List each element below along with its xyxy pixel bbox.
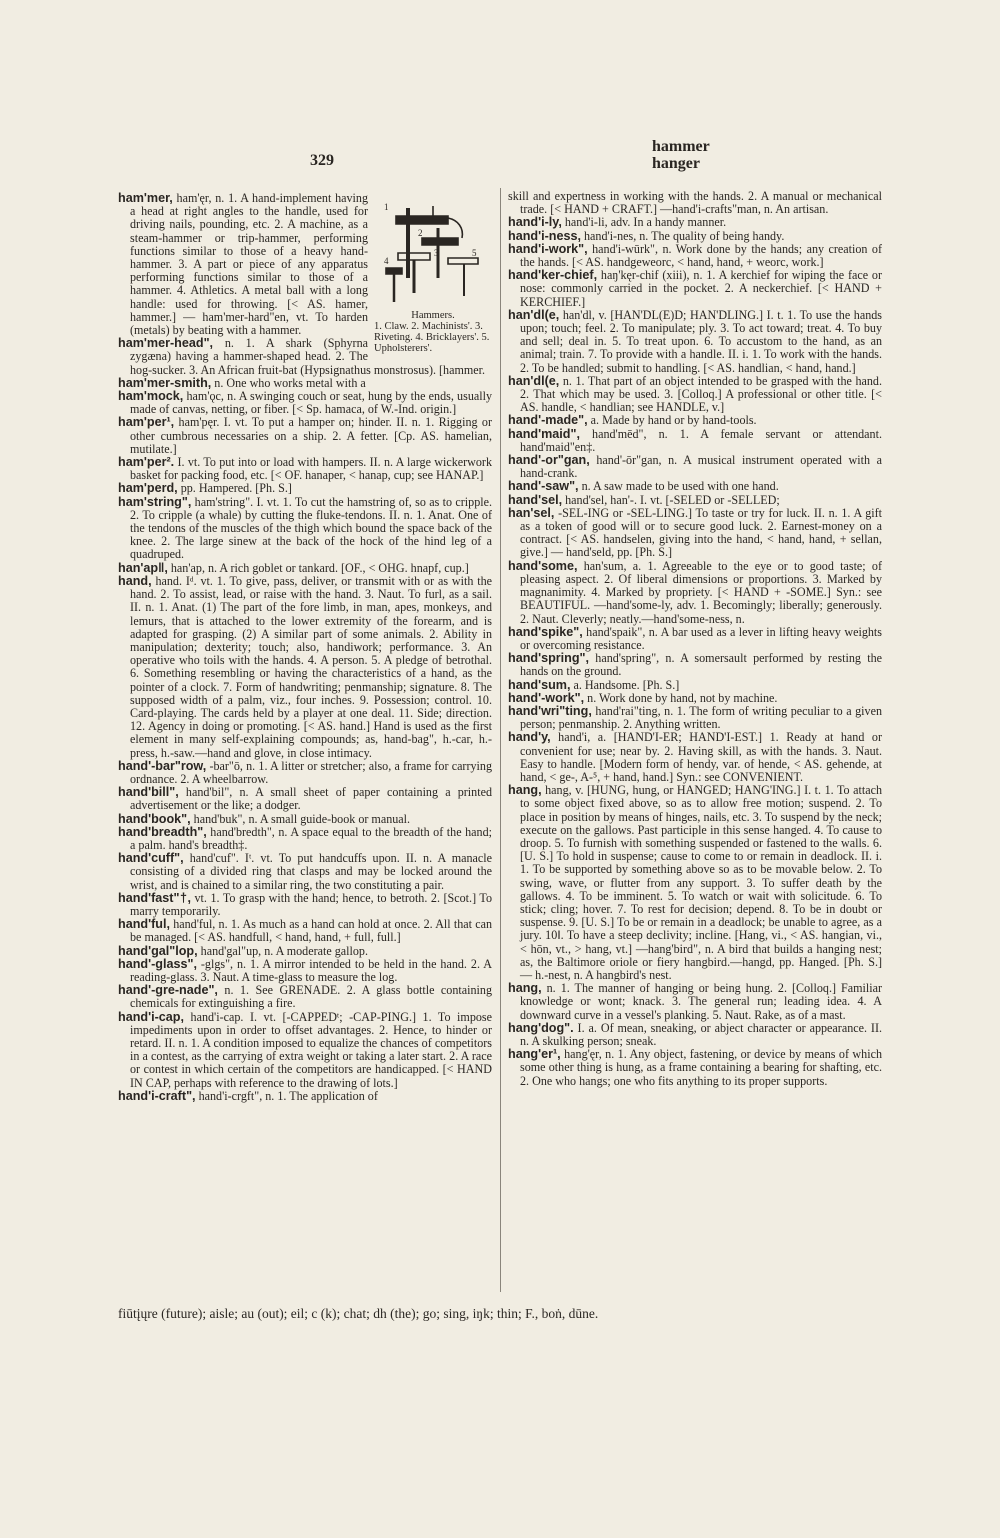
entry-definition: ham'string". I. vt. 1. To cut the hamstring of, so as to cripple. 2. To cripple (a whale) by cutting the fluke-tendons. II. n. 1. Anat. One of the tendons of the muscles of the thigh which bound the space back of the knee. 2. The large sinew at the back of the hock of the hind leg of a quadruped. — [130, 494, 492, 562]
entry-definition: skill and expertness in working with the hands. 2. A manual or mechanical trade. [< HAND + CRAFT.] —hand'i-crafts"man, n. An artisan. — [508, 190, 882, 217]
entry-definition: hand'i-crgft", n. 1. The application of — [195, 1088, 378, 1103]
entry-definition: han'ap, n. A rich goblet or tankard. [OF., < OHG. hnapf, cup.] — [167, 560, 469, 575]
dictionary-entry — [118, 1011, 492, 1090]
entry-headword: ham'mer-head", — [118, 336, 214, 351]
entry-definition: hand'spring", n. A somersault performed by resting the hands on the ground. — [520, 651, 882, 679]
left-column — [118, 192, 492, 1290]
figure-caption: 1. Claw. 2. Machinists'. 3. Riveting. 4. Bricklayers'. 5. Upholsterers'. — [374, 321, 490, 354]
entry-definition: -glgs", n. 1. A mirror intended to be held in the hand. 2. A reading-glass. 3. Naut. A time-glass to measure the log. — [130, 956, 492, 984]
guide-words — [652, 138, 710, 172]
entry-headword: hand'-saw", — [508, 479, 579, 494]
entry-definition: ham'pęr. I. vt. To put a hamper on; hinder. II. n. 1. Rigging or other cumbrous necessaries on a ship. 2. A fetter. [Cp. AS. hamelian, mutilate.] — [130, 415, 492, 456]
entry-definition: n. One who works metal with a — [211, 375, 366, 390]
dictionary-entry — [118, 918, 492, 944]
entry-definition: ham'ǫc, n. A swinging couch or seat, hung by the ends, usually made of canvas, netting, or fiber. [< Sp. hamaca, of W.-Ind. origin.] — [130, 389, 492, 417]
entry-headword: hand'y, — [508, 730, 551, 745]
svg-text:2: 2 — [418, 228, 423, 238]
entry-definition: hang'ęr, n. 1. Any object, fastening, or device by means of which some other thing is hung, as a frame containing a bearing for shafting, etc. 2. One who hangs; one who fits anything to its proper supports. — [520, 1047, 882, 1088]
entry-definition: hand'rai"ting, n. 1. The form of writing peculiar to a given person; penmanship. 2. Anything written. — [520, 703, 882, 732]
entry-headword: hand'ker-chief, — [508, 268, 598, 283]
entry-headword: hand'-or"gan, — [508, 453, 590, 468]
entry-definition: hand'i, a. [HAND'I-ER; HAND'I-EST.] 1. Ready at hand or convenient for use; near by. 2. Having skill, as with the hands. 3. Naut. Easy to handle. [Modern form of hendy, var. of hende, < AS. gehende, at hand, < ge-, A-⁵, + hand, hand.] Syn.: see CONVENIENT. — [520, 730, 882, 784]
dictionary-entry — [508, 190, 882, 216]
dictionary-entry — [508, 243, 882, 269]
entry-definition: hand'i-wūrk", n. Work done by the hands; any creation of the hands. [< AS. handgeweorc, < hand, hand, + weorc, work.] — [520, 241, 882, 270]
entry-definition: hand'mēd", n. 1. A female servant or attendant. hand'maid"en‡. — [520, 426, 882, 454]
figure-title: Hammers. — [411, 310, 455, 321]
entry-definition: hand'-ōr"gan, n. A musical instrument operated with a hand-crank. — [520, 453, 882, 481]
hammers-illustration — [378, 198, 488, 308]
entry-headword: hand'i-ly, — [508, 215, 562, 230]
entry-headword: hand'breadth", — [118, 824, 207, 839]
dictionary-entry — [118, 496, 492, 562]
dictionary-entry — [508, 507, 882, 560]
entry-headword: hand'-made", — [508, 413, 588, 428]
entry-definition: hand. Iᵈ. vt. 1. To give, pass, deliver, or transmit with or as with the hand. 2. To assist, lead, or raise with the hand. 3. Naut. To furl, as a sail. II. n. 1. Anat. (1) The part of the fore limb, in man, apes, monkeys, and lemurs, that is attached to the lower extremity of the forearm, and is adapted for grasping. (2) A similar part of some animals. 2. Ability in manipulation; dexterity; touch; also, handiwork; performance. 3. An operative who toils with the hands. 4. A person. 5. A pledge of betrothal. 6. Something resembling or having the characteristics of a hand, as the pointer of a clock. 7. Form of handwriting; penmanship; signature. 8. The supposed width of a palm, viz., four inches. 9. Possession; control. 10. Card-playing. The cards held by a player at one deal. 11. Side; direction. 12. Agency in doing or promoting. [< AS. hand.] Hand is used as the first element in many self-explaining compounds; as, hand-bag", h.-car, h.-press, h.-saw.—hand and glove, in close intimacy. — [130, 573, 492, 760]
dictionary-entry — [118, 456, 492, 482]
entry-definition: hand'cuf". Iᵗ. vt. To put handcuffs upon. II. n. A manacle consisting of a divided ring that clasps and may be locked around the wrist, and is chained to a similar ring, the two constituting a pair. — [130, 851, 492, 892]
dictionary-entry — [508, 982, 882, 1022]
entry-headword: hand'i-ness, — [508, 228, 581, 243]
entry-headword: hand'-glass", — [118, 956, 197, 971]
entry-headword: ham'mer, — [118, 192, 173, 205]
entry-headword: hand'-bar"row, — [118, 758, 207, 773]
dictionary-entry — [118, 852, 492, 892]
entry-definition: I. a. Of mean, sneaking, or abject character or appearance. II. n. A skulking person; sneak. — [520, 1020, 882, 1048]
dictionary-entry — [118, 390, 492, 416]
entry-definition: hand'bil", n. A small sheet of paper containing a printed advertisement or the like; a dodger. — [130, 785, 492, 813]
dictionary-entry — [508, 309, 882, 375]
entry-headword: hang'er¹, — [508, 1047, 561, 1062]
entry-definition: -bar"ō, n. 1. A litter or stretcher; also, a frame for carrying ordnance. 2. A wheelbarrow. — [130, 758, 492, 786]
right-entries — [508, 190, 882, 1088]
entry-definition: a. Made by hand or by hand-tools. — [587, 413, 757, 428]
dictionary-entry — [508, 1048, 882, 1088]
entry-definition: hand'spaik", n. A bar used as a lever in lifting heavy weights or overcoming resistance. — [520, 624, 882, 652]
entry-headword: han'sel, — [508, 505, 555, 520]
entry-definition: hand'i-li, adv. In a handy manner. — [561, 215, 727, 230]
entry-definition: hand'bredth", n. A space equal to the breadth of the hand; a palm. hand's breadth‡. — [130, 824, 492, 852]
column-divider — [500, 188, 501, 1292]
dictionary-entry — [508, 269, 882, 309]
entry-definition: han'sum, a. 1. Agreeable to the eye or to good taste; of pleasing aspect. 2. Of liberal dimensions or proportions. 3. Marked by magnanimity. 4. Marked by propriety. [< HAND + -SOME.] Syn.: see BEAUTIFUL. —hand'some-ly, adv. 1. Becomingly; liberally; generously. 2. Naut. Cleverly; neatly.—hand'some-ness, n. — [520, 558, 882, 626]
entry-headword: hand'-work", — [508, 690, 585, 705]
dictionary-entry — [118, 760, 492, 786]
entry-headword: hang, — [508, 981, 542, 996]
entry-headword: han'ap‖, — [118, 560, 168, 575]
right-column — [508, 190, 882, 1288]
entry-definition: a. Handsome. [Ph. S.] — [570, 677, 680, 692]
hammers-figure — [374, 198, 492, 354]
entry-definition: I. vt. To put into or load with hampers. II. n. A large wickerwork basket for packing food, etc. [< OF. hanaper, < hanap, cup; see HANAP.] — [130, 455, 492, 483]
entry-headword: ham'perd, — [118, 481, 178, 496]
entry-definition: hand'sel, han'-. I. vt. [-SELED or -SELLED; — [562, 492, 780, 507]
entry-headword: hand'spring", — [508, 651, 590, 666]
dictionary-entry — [508, 560, 882, 626]
entry-headword: hand'some, — [508, 558, 578, 573]
entry-definition: n. Work done by hand, not by machine. — [584, 690, 778, 705]
entry-definition: hand'buk", n. A small guide-book or manual. — [190, 811, 411, 826]
entry-definition: n. 1. That part of an object intended to be grasped with the hand. 2. That which may be used. 3. [Colloq.] A professional or other title. [< AS. handle, < handlian; see HANDLE, v.] — [520, 373, 882, 415]
entry-headword: hand'book", — [118, 811, 191, 826]
dictionary-entry — [118, 416, 492, 456]
entry-definition: n. 1. See GRENADE. 2. A glass bottle containing chemicals for extinguishing a fire. — [130, 983, 492, 1011]
svg-text:5: 5 — [472, 248, 477, 258]
entry-headword: hand'i-cap, — [118, 1009, 184, 1024]
entry-headword: hand'fast"†, — [118, 890, 191, 905]
entry-definition: n. 1. The manner of hanging or being hung. 2. [Colloq.] Familiar knowledge or wont; knack. 3. The general run; leading idea. 4. A downward curve in a vessel's planking. 5. Naut. Rake, as of a mast. — [520, 981, 882, 1022]
entry-headword: hand'spike", — [508, 624, 583, 639]
entry-definition: ham'ęr, n. 1. A hand-implement having a head at right angles to the handle, used for driving nails, pounding, etc. 2. A machine, as a steam-hammer or trip-hammer, performing functions similar to those of a heavy hand-hammer. 3. A part or piece of any apparatus performing functions similar to those of a hammer. 4. Athletics. A metal ball with a long handle: used for throwing. [< AS. hamer, hammer.] — ham'mer-hard"en, vt. To harden (metals) by beating with a hammer. — [130, 192, 368, 338]
entry-definition: pp. Hampered. [Ph. S.] — [177, 481, 292, 496]
entry-definition: han'dl, v. [HAN'DL(E)D; HAN'DLING.] I. t. 1. To use the hands upon; touch; feel. 2. To manipulate; ply. 3. To act toward; treat. 4. To buy and sell; deal in. 5. To treat upon. 6. To accustom to the hand, as an animal; train. 7. To provide with a handle. II. i. 1. To work with the hands. 2. To be handled; submit to handling. [< AS. handlian, < hand, hand.] — [520, 307, 882, 375]
dictionary-entry — [118, 1090, 492, 1103]
dictionary-entry — [118, 786, 492, 812]
entry-headword: hand'sel, — [508, 492, 563, 507]
entry-headword: hand'i-craft", — [118, 1088, 196, 1103]
dictionary-entry — [508, 1022, 882, 1048]
entry-headword: hang, — [508, 783, 542, 798]
entry-definition: hang, v. [HUNG, hung, or HANGED; HANG'ING.] I. t. 1. To attach to some object fixed above, so as to allow free motion; suspend. 2. To place in position by means of hinges, nails, etc. 3. To suspend by the neck; execute on the gallows. Past participle in this sense hanged. 4. To cause to droop. 5. To furnish with something suspended or fastened to the walls. 6. [U. S.] To hold in suspense; cause to come to or remain in deadlock. II. i. 1. To be supported by something above so as to be movable below. 2. To swing, wave, or flutter from any support. 3. To suffer death by the gallows. 4. To be imminent. 5. To watch or wait with solicitude. 6. To stick; cling; hover. 7. To rest for decision; depend. 8. To be in doubt or suspense. 9. [U. S.] To be or remain in a deadlock; be unable to agree, as a jury. 10‖. To have a steep declivity; incline. [Hang, vi., < AS. hangian, vi., < hōn, vt., > hang, vt.] —hang'bird", n. A bird that builds a hanging nest; as, the Baltimore oriole or fiery hangbird.—hangd, pp. Hanged. [Ph. S.] — h.-nest, n. A hangbird's nest. — [520, 783, 882, 982]
entry-definition: hand'i-cap. I. vt. [-CAPPEDᵗ; -CAP-PING.] 1. To impose impediments upon in order to offset advantages. 2. Hence, to hinder or retard. II. n. 1. A condition imposed to equalize the chances of competitors in a contest, as the carrying of extra weight or taking a later start. 2. A race or contest in which certain of the competitors are handicapped. [< HAND IN CAP, perhaps with reference to the drawing of lots.] — [130, 1009, 492, 1090]
entry-headword: hand'sum, — [508, 677, 571, 692]
dictionary-entry — [118, 892, 492, 918]
entry-definition: vt. 1. To grasp with the hand; hence, to betroth. 2. [Scot.] To marry temporarily. — [130, 890, 492, 918]
entry-definition: n. 1. A shark (Sphyrna zygæna) having a hammer-shaped head. 2. The hog-sucker. 3. An African fruit-bat (Hypsignathus monstrosus). [hammer. — [130, 336, 486, 377]
dictionary-entry — [508, 428, 882, 454]
entry-headword: ham'per². — [118, 455, 175, 470]
guide-word-first: hammer — [652, 138, 710, 155]
dictionary-entry — [508, 705, 882, 731]
svg-text:4: 4 — [384, 256, 389, 266]
dictionary-entry — [508, 626, 882, 652]
entry-definition: hand'gal"up, n. A moderate gallop. — [197, 943, 368, 958]
svg-text:1: 1 — [384, 202, 389, 212]
entry-headword: hand'bill", — [118, 785, 179, 800]
dictionary-entry — [118, 826, 492, 852]
entry-headword: hang'dog". — [508, 1020, 574, 1035]
pronunciation-key: fiūtįųre (future); aisle; au (out); eil; c (k); chat; dh (the); go; sing, iŋk; thin; F., boṅ, dūne. — [118, 1306, 599, 1321]
entry-definition: haŋ'kęr-chif (xiii), n. 1. A kerchief for wiping the face or nose: commonly carried in the pocket. 2. A neckerchief. [< HAND + KERCHIEF.] — [520, 268, 882, 309]
entry-headword: hand, — [118, 573, 152, 588]
dictionary-entry — [118, 958, 492, 984]
entry-headword: ham'mock, — [118, 389, 184, 404]
svg-text:3: 3 — [434, 248, 439, 258]
dictionary-entry — [508, 652, 882, 678]
page-number: 329 — [310, 152, 334, 169]
entry-headword: ham'mer-smith, — [118, 375, 212, 390]
entry-headword: hand'ful, — [118, 917, 170, 932]
entry-headword: hand'i-work", — [508, 241, 588, 256]
dictionary-entry — [118, 984, 492, 1010]
entry-headword: hand'-gre-nade", — [118, 983, 218, 998]
dictionary-entry — [118, 575, 492, 760]
dictionary-entry — [508, 454, 882, 480]
entry-headword: ham'per¹, — [118, 415, 175, 430]
entry-headword: hand'wri"ting, — [508, 703, 592, 718]
entry-headword: ham'string", — [118, 494, 192, 509]
entry-definition: -SEL-ING or -SEL-LING.] To taste or try for luck. II. n. 1. A gift as a token of good will or to secure good luck. 2. Earnest-money on a contract. [< AS. handselen, giving into the hand, < hand, hand, + sellan, give.] — hand'seld, pp. [Ph. S.] — [520, 505, 882, 560]
entry-headword: hand'gal"lop, — [118, 943, 198, 958]
entry-headword: han'dl(e, — [508, 373, 560, 388]
entry-definition: hand'i-nes, n. The quality of being handy. — [580, 228, 785, 243]
dictionary-entry — [508, 375, 882, 415]
entry-definition: hand'ful, n. 1. As much as a hand can hold at once. 2. All that can be managed. [< AS. handfull, < hand, hand, + full, full.] — [130, 917, 492, 945]
entry-headword: hand'cuff", — [118, 851, 184, 866]
guide-word-last: hanger — [652, 155, 700, 172]
entry-headword: han'dl(e, — [508, 307, 560, 322]
dictionary-entry — [508, 784, 882, 982]
dictionary-entry — [508, 731, 882, 784]
entry-definition: n. A saw made to be used with one hand. — [578, 479, 779, 494]
entry-headword: hand'maid", — [508, 426, 580, 441]
